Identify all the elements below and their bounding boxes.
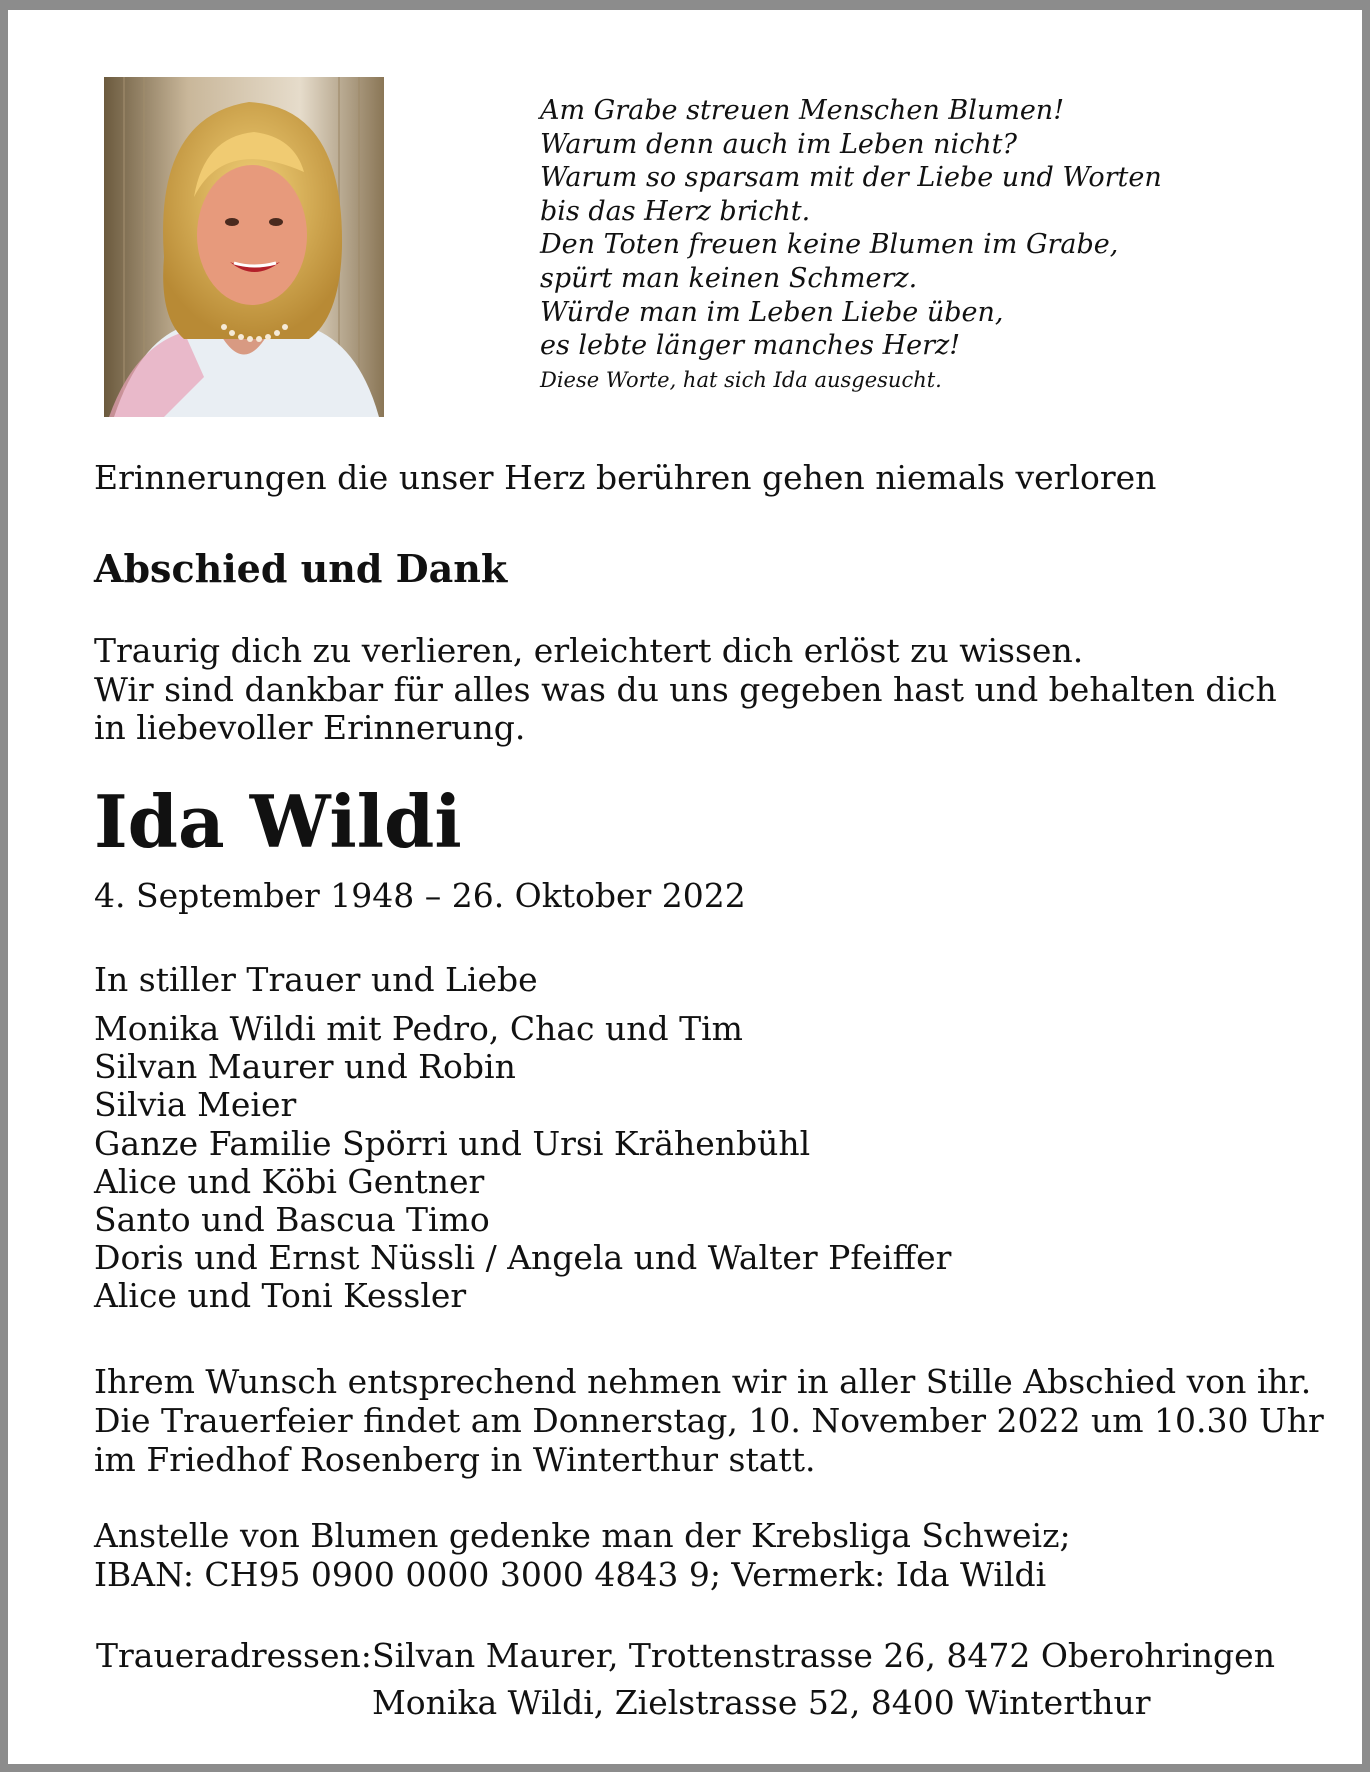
poem-line: Warum denn auch im Leben nicht? — [540, 128, 1018, 160]
mourner-entry: Alice und Köbi Gentner — [94, 1161, 485, 1201]
mourner-entry: Alice und Toni Kessler — [94, 1276, 467, 1316]
obituary-page — [8, 10, 1362, 1764]
mourners-list — [94, 1010, 1334, 1316]
donation-line: Anstelle von Blumen gedenke man der Krebsliga Schweiz; — [94, 1516, 1071, 1555]
life-dates: 4. September 1948 – 26. Oktober 2022 — [94, 876, 746, 915]
service-line: Die Trauerfeier findet am Donnerstag, 10. November 2022 um 10.30 Uhr — [94, 1401, 1324, 1440]
farewell-paragraph — [94, 632, 1334, 748]
address-line: Monika Wildi, Zielstrasse 52, 8400 Winterthur — [372, 1683, 1151, 1722]
portrait-illustration — [104, 77, 384, 417]
service-paragraph — [94, 1362, 1334, 1479]
poem-line: Würde man im Leben Liebe üben, — [540, 296, 1004, 328]
poem — [540, 94, 1260, 395]
poem-note: Diese Worte, hat sich Ida ausgesucht. — [540, 367, 942, 392]
farewell-line: Traurig dich zu verlieren, erleichtert dich erlöst zu wissen. — [94, 631, 1084, 670]
mourner-entry: Doris und Ernst Nüssli / Angela und Walter Pfeiffer — [94, 1238, 952, 1278]
portrait-photo — [104, 77, 384, 417]
mourner-entry: Santo und Bascua Timo — [94, 1200, 490, 1240]
poem-line: Warum so sparsam mit der Liebe und Worten — [540, 162, 1162, 194]
mourner-entry: Monika Wildi mit Pedro, Chac und Tim — [94, 1009, 743, 1048]
deceased-name: Ida Wildi — [94, 779, 462, 864]
farewell-line: Wir sind dankbar für alles was du uns gegeben hast und behalten dich — [94, 669, 1277, 709]
poem-line: spürt man keinen Schmerz. — [540, 262, 918, 294]
donation-line: IBAN: CH95 0900 0000 3000 4843 9; Vermerk: Ida Wildi — [94, 1555, 1047, 1594]
service-line: im Friedhof Rosenberg in Winterthur statt. — [94, 1440, 816, 1479]
mourner-entry: Ganze Familie Spörri und Ursi Krähenbühl — [94, 1123, 811, 1163]
mourner-entry: Silvia Meier — [94, 1085, 297, 1125]
donation-paragraph — [94, 1516, 1334, 1594]
section-heading: Abschied und Dank — [94, 546, 508, 591]
poem-line: Am Grabe streuen Menschen Blumen! — [540, 95, 1065, 126]
poem-line: Den Toten freuen keine Blumen im Grabe, — [540, 229, 1119, 261]
mourners-intro: In stiller Trauer und Liebe — [94, 960, 538, 999]
addresses-lines — [372, 1632, 1275, 1726]
service-line: Ihrem Wunsch entsprechend nehmen wir in aller Stille Abschied von ihr. — [94, 1362, 1312, 1401]
address-line: Silvan Maurer, Trottenstrasse 26, 8472 Oberohringen — [372, 1636, 1275, 1675]
mourner-entry: Silvan Maurer und Robin — [94, 1047, 516, 1087]
poem-line: bis das Herz bricht. — [540, 195, 811, 227]
addresses-label: Traueradressen: — [96, 1636, 372, 1675]
farewell-line: in liebevoller Erinnerung. — [94, 708, 526, 747]
memory-line: Erinnerungen die unser Herz berühren gehen niemals verloren — [94, 458, 1157, 497]
poem-line: es lebte länger manches Herz! — [540, 330, 961, 362]
